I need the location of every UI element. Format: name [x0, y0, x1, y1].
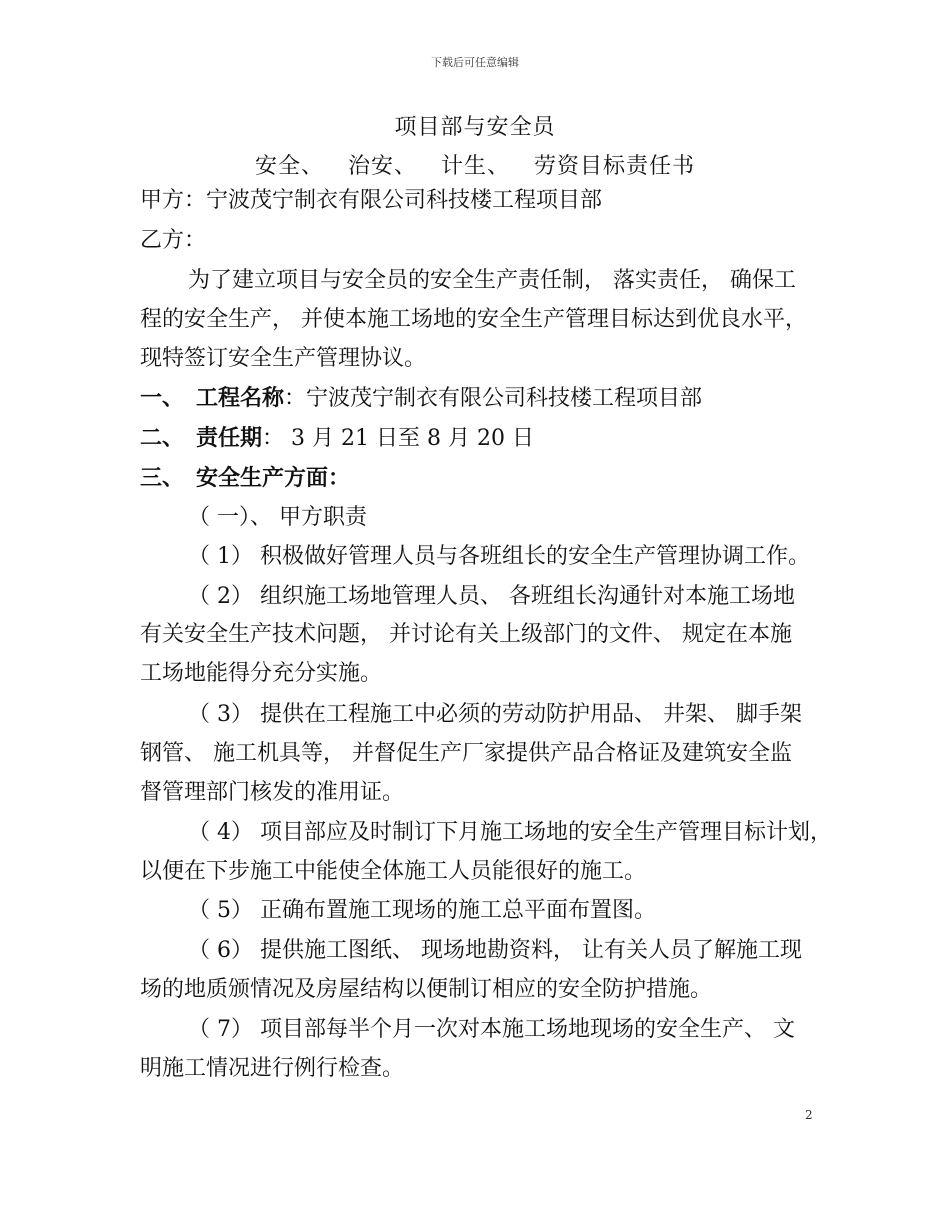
item-line: 明施工情况进行例行检查。	[140, 1056, 405, 1081]
item-line: （ 5） 正确布置施工现场的施工总平面布置图。	[188, 898, 656, 923]
item-line: （ 6） 提供施工图纸、 现场地勘资料， 让有关人员了解施工现	[188, 938, 802, 963]
intro-line: 程的安全生产， 并使本施工场地的安全生产管理目标达到优良水平，	[140, 307, 807, 332]
item-line: （ 1） 积极做好管理人员与各班组长的安全生产管理协调工作。	[188, 544, 810, 569]
section-number: 三、	[140, 465, 185, 491]
intro-line: 现特签订安全生产管理协议。	[140, 346, 427, 371]
page-number: 2	[805, 1108, 813, 1122]
item-line: （ 2） 组织施工场地管理人员、 各班组长沟通针对本施工场地	[188, 584, 795, 609]
subtitle-part: 治安、	[347, 154, 417, 179]
item-line: 有关安全生产技术问题， 并讨论有关上级部门的文件、 规定在本施	[140, 622, 792, 647]
header-note: 下载后可任意编辑	[431, 56, 519, 69]
item-line: 钢管、 施工机具等， 并督促生产厂家提供产品合格证及建筑安全监	[140, 741, 792, 766]
section-number: 二、	[140, 425, 185, 451]
party-a: 甲方：宁波茂宁制衣有限公司科技楼工程项目部	[140, 188, 603, 213]
subtitle-part: 计生、	[441, 154, 511, 179]
section-project-name	[140, 383, 830, 414]
item-line: 工场地能得分充分实施。	[140, 661, 383, 686]
intro-line: 为了建立项目与安全员的安全生产责任制， 落实责任， 确保工	[188, 268, 796, 293]
section-safety	[140, 463, 830, 494]
document-title: 项目部与安全员	[394, 115, 556, 140]
section-responsibility-period	[140, 423, 830, 454]
sub-heading: （ 一）、 甲方职责	[188, 505, 367, 530]
section-value: ：宁波茂宁制衣有限公司科技楼工程项目部	[284, 386, 703, 411]
item-line: （ 3） 提供在工程施工中必须的劳动防护用品、 井架、 脚手架	[188, 702, 802, 727]
document-subtitle	[0, 149, 950, 180]
item-line: 以便在下步施工中能使全体施工人员能很好的施工。	[140, 859, 647, 884]
section-label: 工程名称	[196, 385, 285, 411]
section-value: ： 3 月 21 日至 8 月 20 日	[262, 426, 534, 451]
section-label: 责任期	[196, 425, 263, 451]
party-b: 乙方：	[140, 228, 207, 253]
item-line: 督管理部门核发的准用证。	[140, 780, 405, 805]
item-line: （ 4） 项目部应及时制订下月施工场地的安全生产管理目标计划，	[188, 820, 832, 845]
item-line: 场的地质颁情况及房屋结构以便制订相应的安全防护措施。	[140, 977, 713, 1002]
section-label: 安全生产方面：	[196, 465, 351, 491]
section-number: 一、	[140, 385, 185, 411]
subtitle-part: 劳资目标责任书	[534, 154, 696, 179]
subtitle-part: 安全、	[254, 154, 324, 179]
item-line: （ 7） 项目部每半个月一次对本施工场地现场的安全生产、 文	[188, 1017, 795, 1042]
